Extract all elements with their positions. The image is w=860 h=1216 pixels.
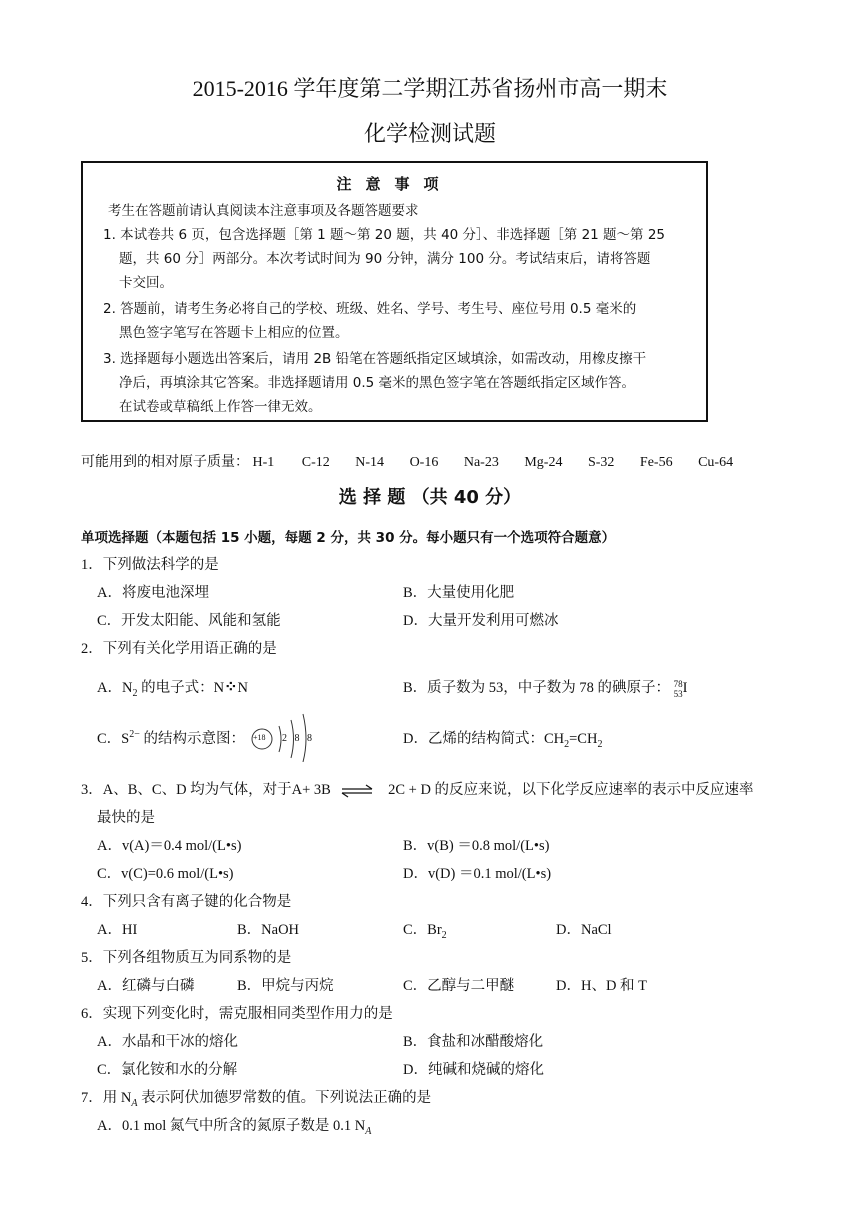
atomic-mass: S-32 bbox=[587, 455, 615, 470]
subscript: 2 bbox=[597, 738, 603, 750]
subscript: 2 bbox=[564, 738, 570, 750]
subscript: A bbox=[365, 1125, 372, 1137]
element-symbol: I bbox=[682, 680, 688, 696]
text: C．S bbox=[97, 731, 130, 747]
text: A．0.1 mol 氮气中所含的氮原子数是 0.1 N bbox=[97, 1118, 366, 1134]
question-1-option-b: B．大量使用化肥 bbox=[403, 585, 515, 601]
atomic-mass: Fe-56 bbox=[639, 455, 673, 470]
question-4-stem: 4．下列只含有离子键的化合物是 bbox=[81, 894, 292, 910]
question-6-option-c: C．氯化铵和水的分解 bbox=[97, 1062, 238, 1078]
text: 3．A、B、C、D 均为气体，对于A+ 3B bbox=[81, 782, 331, 798]
question-2-stem: 2．下列有关化学用语正确的是 bbox=[81, 641, 277, 657]
atomic-number: 53 bbox=[673, 688, 683, 699]
notice-box bbox=[81, 161, 708, 422]
atomic-mass: Mg-24 bbox=[524, 455, 563, 470]
question-1-stem: 1．下列做法科学的是 bbox=[81, 557, 219, 573]
atomic-mass: N-14 bbox=[355, 455, 385, 470]
question-1-option-d: D．大量开发利用可燃冰 bbox=[403, 613, 559, 629]
question-3-option-c: C．v(C)=0.6 mol/(L•s) bbox=[97, 866, 234, 882]
question-6-option-a: A．水晶和干冰的熔化 bbox=[97, 1034, 238, 1050]
notice-item-3a: 3. 选择题每小题选出答案后，请用 2B 铅笔在答题纸指定区域填涂，如需改动，用橡皮擦干 bbox=[103, 351, 647, 367]
atomic-mass: O-16 bbox=[409, 455, 439, 470]
question-7-option-a bbox=[97, 1114, 371, 1137]
text: A．N bbox=[97, 680, 133, 696]
reversible-arrow-icon bbox=[340, 784, 374, 798]
shell-arc-1 bbox=[279, 726, 281, 752]
atomic-mass: Cu-64 bbox=[698, 455, 734, 470]
question-3-stem-line2: 最快的是 bbox=[97, 810, 155, 826]
notice-item-1a: 1. 本试卷共 6 页，包含选择题［第 1 题～第 20 题，共 40 分］、非选择题［第 21 题～第 25 bbox=[103, 227, 666, 243]
atomic-mass: C-12 bbox=[301, 455, 330, 470]
notice-item-2b: 黑色签字笔写在答题卡上相应的位置。 bbox=[119, 325, 349, 341]
question-3-option-b: B．v(B) ＝0.8 mol/(L•s) bbox=[403, 838, 550, 854]
notice-heading: 注意事项 bbox=[336, 175, 453, 193]
question-5-option-a: A．红磷与白磷 bbox=[97, 978, 195, 994]
question-6-option-b: B．食盐和冰醋酸熔化 bbox=[403, 1034, 544, 1050]
question-5-option-b: B．甲烷与丙烷 bbox=[237, 978, 334, 994]
sulfur-ion-structure-diagram bbox=[250, 706, 320, 762]
question-1-option-a: A．将废电池深埋 bbox=[97, 585, 209, 601]
question-6-stem: 6．实现下列变化时，需克服相同类型作用力的是 bbox=[81, 1006, 393, 1022]
question-3-option-a: A．v(A)＝0.4 mol/(L•s) bbox=[97, 838, 242, 854]
text: 7．用 N bbox=[81, 1090, 132, 1106]
notice-item-2a: 2. 答题前，请考生务必将自己的学校、班级、姓名、学号、考生号、座位号用 0.5 毫米的 bbox=[103, 301, 637, 317]
superscript: 2− bbox=[129, 729, 140, 741]
exam-title: 2015-2016 学年度第二学期江苏省扬州市高一期末 bbox=[192, 76, 668, 101]
question-4-option-c bbox=[403, 918, 447, 941]
question-3-option-d: D．v(D) ＝0.1 mol/(L•s) bbox=[403, 866, 552, 882]
subscript: A bbox=[131, 1097, 138, 1109]
atomic-mass: H-1 bbox=[252, 455, 275, 470]
atomic-masses-label: 可能用到的相对原子质量： bbox=[81, 455, 249, 470]
question-2-option-b bbox=[403, 676, 688, 699]
mass-number: 78 bbox=[673, 678, 683, 689]
text: D．乙烯的结构简式：CH bbox=[403, 731, 565, 747]
section-title: 选 择 题 （共 40 分） bbox=[338, 487, 522, 508]
text: 2C + D 的反应来说，以下化学反应速率的表示中反应速率 bbox=[388, 782, 754, 798]
text: C．Br bbox=[403, 922, 442, 938]
notice-item-1c: 卡交回。 bbox=[119, 275, 173, 291]
question-3-stem-line1 bbox=[81, 778, 754, 799]
text: =CH bbox=[569, 731, 598, 747]
question-2-option-c bbox=[97, 727, 245, 748]
subscript: 2 bbox=[132, 687, 138, 699]
text: B．质子数为 53，中子数为 78 的碘原子： bbox=[403, 680, 671, 696]
electron-shells: 2 8 8 bbox=[282, 733, 312, 744]
notice-item-1b: 题，共 60 分］两部分。本次考试时间为 90 分钟，满分 100 分。考试结束后，请将答题 bbox=[119, 251, 651, 267]
isotope-notation bbox=[674, 679, 683, 699]
subscript: 2 bbox=[441, 929, 447, 941]
section-instruction: 单项选择题（本题包括 15 小题，每题 2 分，共 30 分。每小题只有一个选项符合题意） bbox=[81, 530, 616, 546]
question-4-option-b: B．NaOH bbox=[237, 922, 300, 938]
question-2-option-a bbox=[97, 676, 248, 699]
atomic-mass: Na-23 bbox=[463, 455, 499, 470]
text: 的电子式：N bbox=[137, 680, 225, 696]
question-5-option-c: C．乙醇与二甲醚 bbox=[403, 978, 515, 994]
exam-subtitle: 化学检测试题 bbox=[363, 121, 496, 146]
text: N bbox=[237, 680, 248, 696]
question-4-option-d: D．NaCl bbox=[556, 922, 612, 938]
electron-pair-dots: ⁘ bbox=[224, 679, 238, 696]
text: 的结构示意图： bbox=[139, 731, 246, 747]
question-7-stem bbox=[81, 1086, 431, 1109]
question-6-option-d: D．纯碱和烧碱的熔化 bbox=[403, 1062, 544, 1078]
notice-item-3b: 净后，再填涂其它答案。非选择题请用 0.5 毫米的黑色签字笔在答题纸指定区域作答。 bbox=[119, 375, 636, 391]
atomic-masses bbox=[81, 451, 733, 471]
notice-item-3c: 在试卷或草稿纸上作答一律无效。 bbox=[119, 399, 322, 415]
question-5-option-d: D．H、D 和 T bbox=[556, 978, 648, 994]
question-2-option-d bbox=[403, 727, 602, 750]
notice-intro: 考生在答题前请认真阅读本注意事项及各题答题要求 bbox=[108, 203, 419, 219]
question-1-option-c: C．开发太阳能、风能和氢能 bbox=[97, 613, 281, 629]
text: 表示阿伏加德罗常数的值。下列说法正确的是 bbox=[137, 1090, 432, 1106]
question-4-option-a: A．HI bbox=[97, 922, 138, 938]
question-5-stem: 5．下列各组物质互为同系物的是 bbox=[81, 950, 292, 966]
nucleus-charge: +18 bbox=[253, 733, 266, 742]
